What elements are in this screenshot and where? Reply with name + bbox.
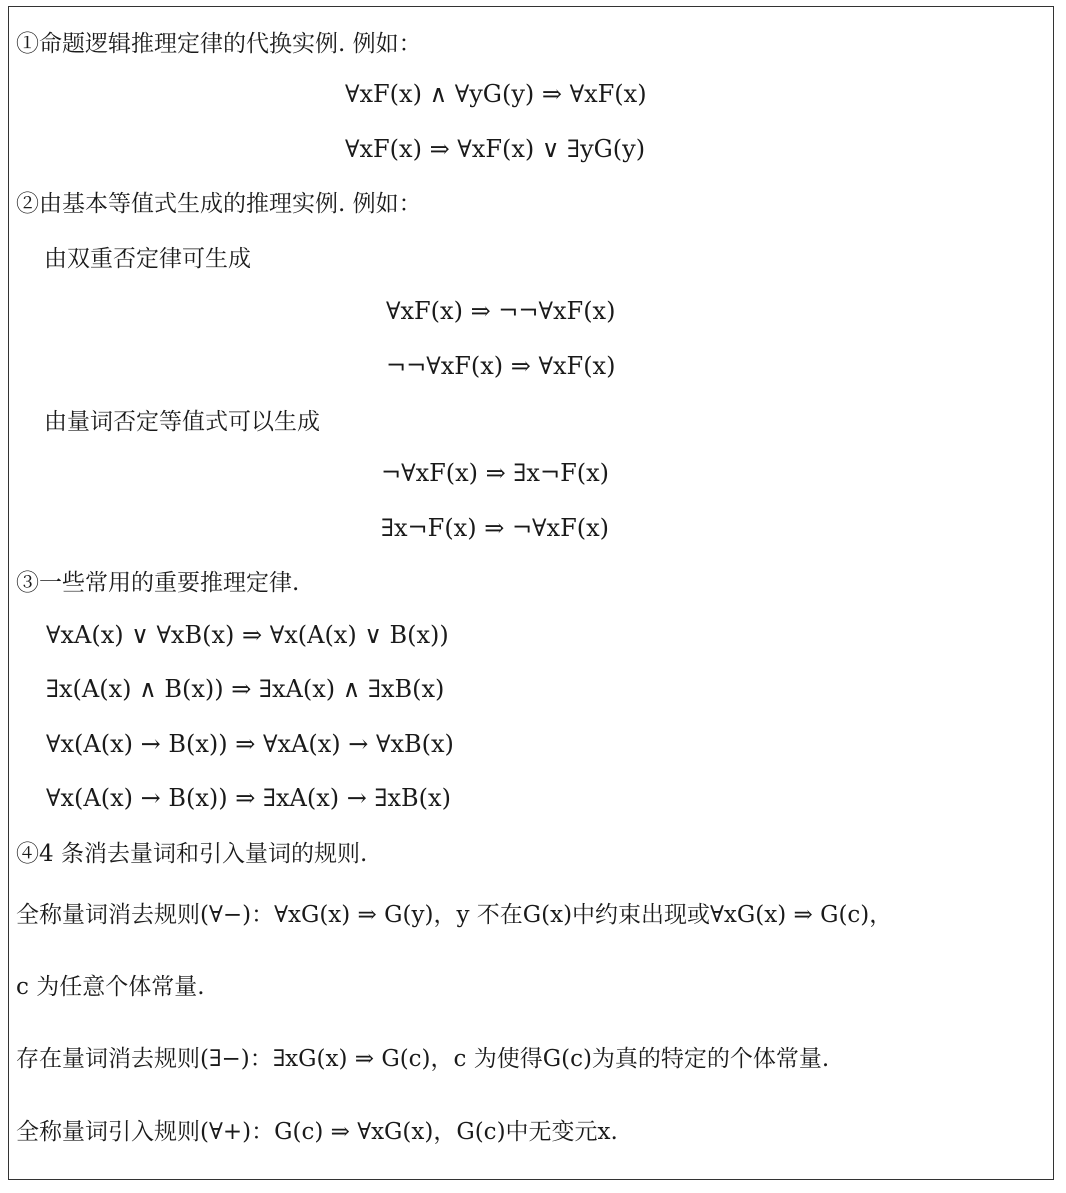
formula: ∃x¬F(x) ⇒ ¬∀xF(x) xyxy=(381,514,609,542)
formula: ∀x(A(x) → B(x)) ⇒ ∃xA(x) → ∃xB(x) xyxy=(46,784,451,812)
section-1-heading: ①命题逻辑推理定律的代换实例. 例如： xyxy=(16,31,422,57)
formula: ∀xF(x) ∧ ∀yG(y) ⇒ ∀xF(x) xyxy=(345,80,647,108)
formula: ¬¬∀xF(x) ⇒ ∀xF(x) xyxy=(386,352,616,380)
subheading: 由双重否定律可生成 xyxy=(44,246,251,272)
rule-line: c 为任意个体常量. xyxy=(16,974,205,1000)
subheading: 由量词否定等值式可以生成 xyxy=(44,409,320,435)
formula: ∀xF(x) ⇒ ¬¬∀xF(x) xyxy=(386,297,616,325)
rule-line: 全称量词引入规则(∀+)：G(c) ⇒ ∀xG(x)，G(c)中无变元x. xyxy=(16,1119,618,1145)
section-2-heading: ②由基本等值式生成的推理实例. 例如： xyxy=(16,191,422,217)
formula: ∃x(A(x) ∧ B(x)) ⇒ ∃xA(x) ∧ ∃xB(x) xyxy=(46,675,445,703)
formula: ¬∀xF(x) ⇒ ∃x¬F(x) xyxy=(381,459,609,487)
rule-line: 全称量词消去规则(∀−)：∀xG(x) ⇒ G(y)，y 不在G(x)中约束出现或∀xG(x) ⇒ G(c)， xyxy=(16,902,893,928)
formula: ∀xA(x) ∨ ∀xB(x) ⇒ ∀x(A(x) ∨ B(x)) xyxy=(46,621,449,649)
section-4-heading: ④4 条消去量词和引入量词的规则. xyxy=(16,841,368,867)
section-3-heading: ③一些常用的重要推理定律. xyxy=(16,570,300,596)
formula: ∀xF(x) ⇒ ∀xF(x) ∨ ∃yG(y) xyxy=(345,135,646,163)
formula: ∀x(A(x) → B(x)) ⇒ ∀xA(x) → ∀xB(x) xyxy=(46,730,454,758)
rule-line: 存在量词消去规则(∃−)：∃xG(x) ⇒ G(c)，c 为使得G(c)为真的特定的个体常量. xyxy=(16,1046,830,1072)
